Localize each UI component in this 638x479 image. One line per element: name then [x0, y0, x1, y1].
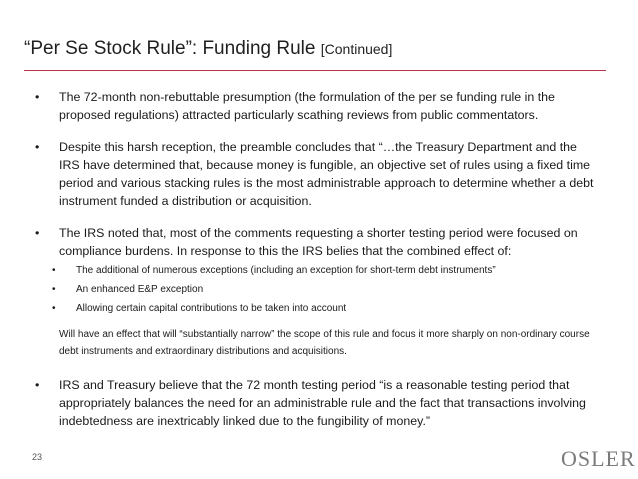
bullet-dot-icon: •: [35, 378, 40, 392]
bullet-dot-icon: •: [35, 140, 40, 154]
sub-bullet-text: An enhanced E&P exception: [76, 284, 204, 295]
bullet-item: [22, 376, 600, 430]
slide-title-text: “Per Se Stock Rule”: Funding Rule: [24, 38, 316, 59]
bullet-dot-icon: •: [35, 90, 40, 104]
sub-bullet-text: Allowing certain capital contributions to be taken into account: [76, 303, 347, 314]
sub-bullet-dot-icon: •: [52, 265, 56, 276]
slide-body: [22, 88, 600, 444]
bullet-note: Will have an effect that will “substantially narrow” the scope of this rule and focus it more sharply on non-ordinary course debt instruments and extraordinary distributions and acquisitions.: [59, 329, 590, 357]
slide-title: [24, 38, 624, 60]
sub-bullet-list: [22, 262, 600, 317]
bullet-text: Despite this harsh reception, the preamble concludes that “…the Treasury Department and the IRS have determined that, because money is fungible, an objective set of rules using a fixed time period and various stacking rules is the most administrable approach to determine whether a debt instrument funded a distribution or acquisition.: [59, 140, 594, 208]
title-divider: [24, 70, 606, 71]
sub-bullet-item: [22, 300, 600, 317]
bullet-text: IRS and Treasury believe that the 72 month testing period “is a reasonable testing period that appropriately balances the need for an administrable rule and the fact that transactions involving indebtedness are inextricably linked due to the fungibility of money.”: [59, 378, 586, 428]
bullet-dot-icon: •: [35, 226, 40, 240]
sub-bullet-text: The additional of numerous exceptions (including an exception for short-term debt instruments”: [76, 265, 496, 276]
page-number: 23: [32, 452, 43, 462]
bullet-text: The 72-month non-rebuttable presumption (the formulation of the per se funding rule in the proposed regulations) attracted particularly scathing reviews from public commentators.: [59, 90, 555, 122]
osler-logo: OSLER: [561, 446, 636, 471]
bullet-item: [22, 224, 600, 260]
bullet-item: [22, 138, 600, 210]
bullet-item: [22, 88, 600, 124]
bullet-text: The IRS noted that, most of the comments requesting a shorter testing period were focused on compliance burdens. In response to this the IRS belies that the combined effect of:: [59, 226, 578, 258]
sub-bullet-dot-icon: •: [52, 303, 56, 314]
sub-bullet-item: [22, 262, 600, 279]
sub-bullet-item: [22, 281, 600, 298]
sub-bullet-dot-icon: •: [52, 284, 56, 295]
slide-title-continued: [Continued]: [320, 41, 393, 57]
